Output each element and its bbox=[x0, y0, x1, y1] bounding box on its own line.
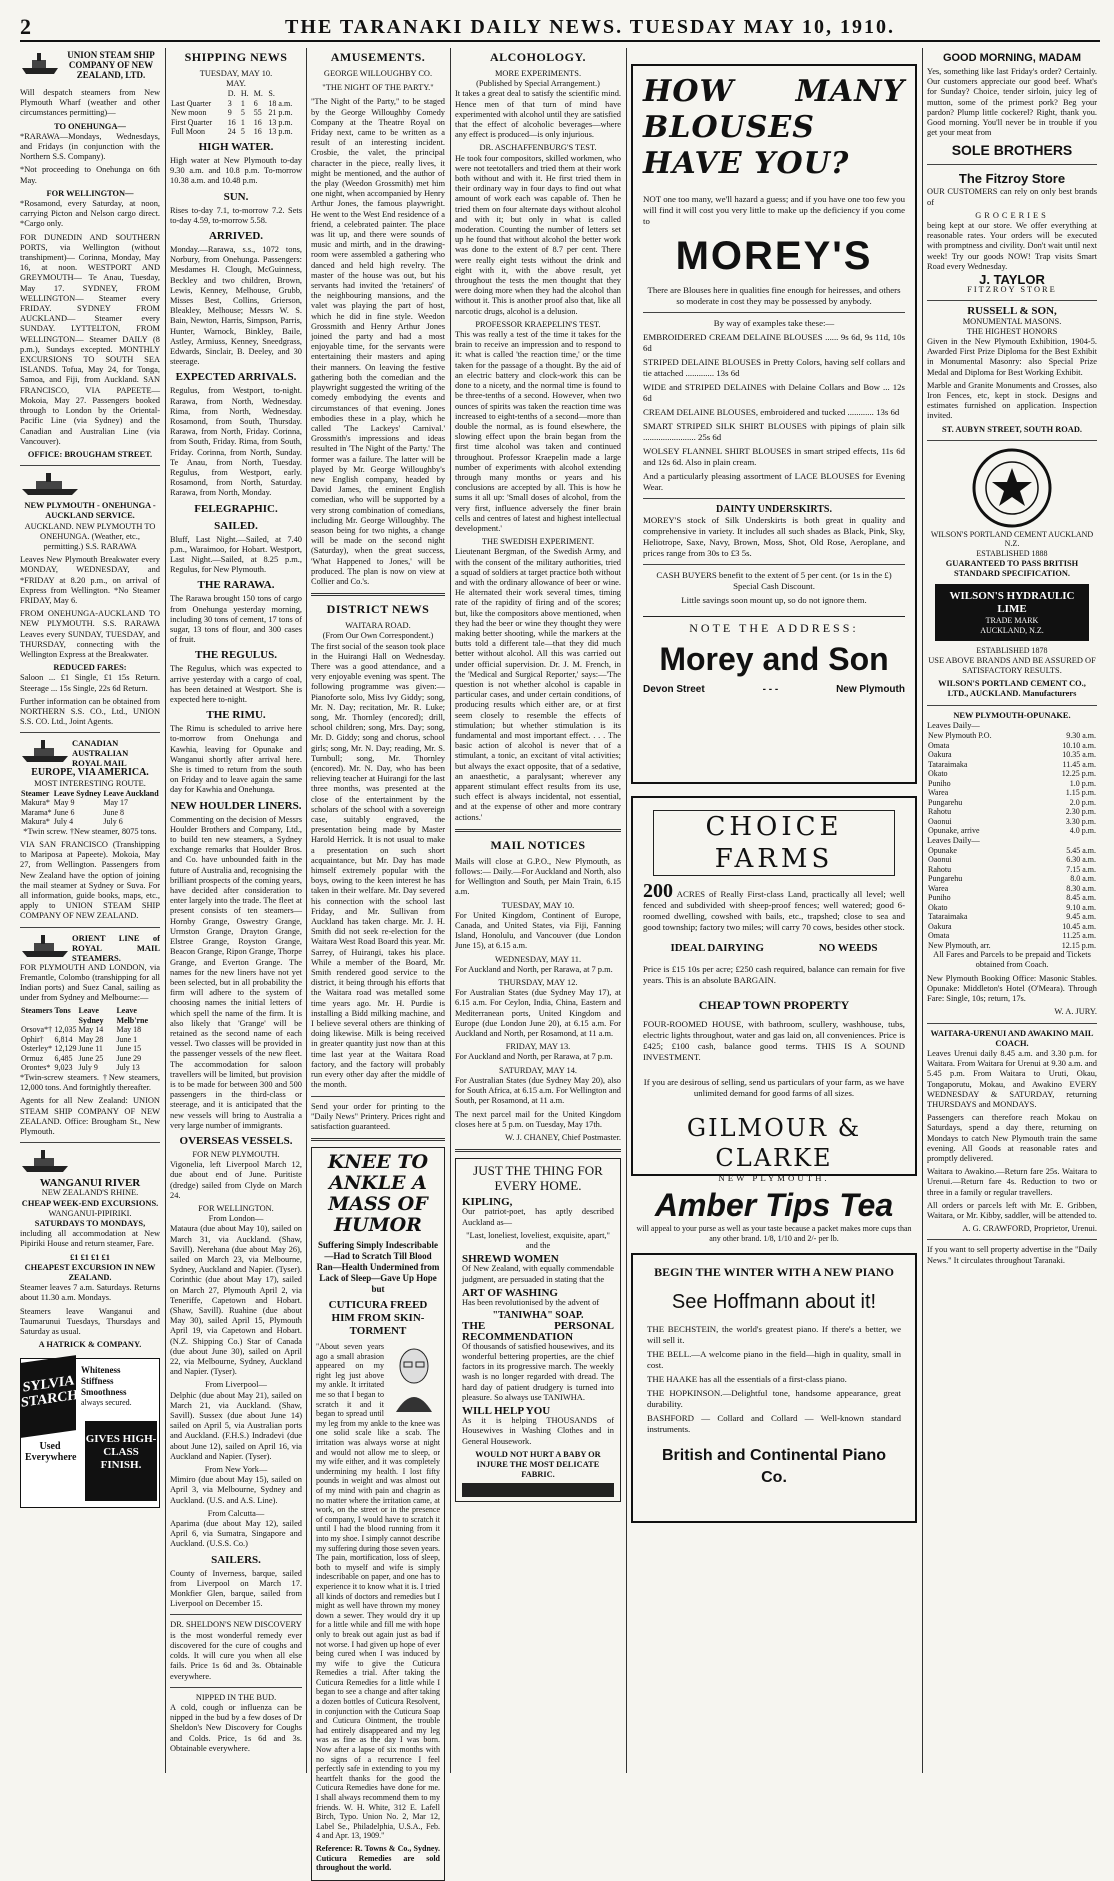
st-aubyn: ST. AUBYN STREET, SOUTH ROAD. bbox=[941, 424, 1082, 434]
table-row: Oaonui 3.30 p.m. bbox=[928, 816, 1096, 826]
leaves-daily: Leaves Daily— bbox=[927, 720, 980, 730]
knee-title: KNEE TO ANKLE A MASS OF HUMOR bbox=[327, 1151, 429, 1237]
shipping-date: TUESDAY, MAY 10. bbox=[199, 69, 273, 78]
masthead bbox=[20, 12, 1100, 42]
sun-text: Rises to-day 7.1, to-morrow 7.2. Sets to-day 4.59, to-morrow 5.58. bbox=[170, 205, 302, 225]
piano-item: THE HAAKE has all the essentials of a first-class piano. bbox=[647, 1374, 847, 1385]
guaranteed-text: GUARANTEED TO PASS BRITISH STANDARD SPECIFICATION. bbox=[945, 558, 1079, 578]
taniwha-title: JUST THE THING FOR EVERY HOME. bbox=[473, 1163, 603, 1194]
taniwha-text: Of thousands of satisfied housewives, and its wonderful bettering properties, are the chief factors in its progressive march. The weekly wash is no longer regarded with dread. The hard day of patient drudgery is turned into pleasure. So always use TANIWHA. bbox=[462, 1341, 614, 1402]
canadian-route: MOST INTERESTING ROUTE. bbox=[34, 778, 146, 788]
union-note: *Not proceeding to Onehunga on 6th May. bbox=[20, 165, 160, 185]
amber-tips-title: Amber Tips Tea bbox=[654, 1187, 894, 1223]
steamship-illustration bbox=[20, 1148, 160, 1176]
kraepelin-heading: PROFESSOR KRAEPELIN'S TEST. bbox=[475, 319, 601, 329]
mail-text: For Australian States (due Sydney May 20), also for South Africa, at 6.15 a.m. For Wellington and South, per Rosamond, at 11 a.m. bbox=[455, 1075, 621, 1106]
fitzroy-text: OUR CUSTOMERS can rely on only best brands of bbox=[927, 187, 1097, 207]
arrived-text: Monday.—Rarawa, s.s., 1072 tons, Norbury, from Onehunga. Passengers: Mesdames H. Clough, McGuinness, Beckley and two children, Brown, Lewis, Kenney, Melhouse, Grubb, Misses Best, Collins, Grierson, Bleakley, Melhouse; Messrs W. S. Bain, Newton, Harris, Simpson, Parris, Hunter, Warnock, Binkley, Baile, Astley, Armiuss, Kenney, Sneedgrass, Edwards, Sinclair, B. Deeley, and 30 steerage. bbox=[170, 244, 302, 367]
highest-honours: THE HIGHEST HONORS bbox=[966, 326, 1058, 336]
taniwha-soap-ad bbox=[455, 1158, 621, 1502]
overseas-heading: OVERSEAS VESSELS. bbox=[179, 1134, 293, 1147]
steamship-illustration bbox=[20, 471, 160, 499]
russell-son: RUSSELL & SON, bbox=[967, 305, 1057, 318]
column-shipping-ads bbox=[20, 48, 160, 1773]
seal-text: WILSON'S PORTLAND CEMENT AUCKLAND N.Z. bbox=[930, 529, 1094, 549]
table-row: Omata 10.10 a.m. bbox=[928, 740, 1096, 750]
canadian-sf: VIA SAN FRANCISCO (Transhipping to Mariposa at Papeete). Mokoia, May 27, from Wellington. Passengers from New Zealand have the option of joining the mail steamer at Sydney or Suva. For all information, guide books, maps, etc., apply to UNION STEAM SHIP COMPANY OF NEW ZEALAND. bbox=[20, 839, 160, 921]
taniwha-quote: "Last, loneliest, loveliest, exquisite, apart," and the bbox=[466, 1230, 610, 1250]
moon-heading: MAY. bbox=[226, 79, 246, 89]
morey-blouses-ad bbox=[631, 64, 917, 784]
page-number: 2 bbox=[20, 14, 31, 39]
mail-text: For United Kingdom, Continent of Europe, Canada, and United States, via Fiji, Fanning Island, Honolulu, and Vancouver (due London June 15), at 6.15 a.m. bbox=[455, 910, 621, 951]
sell-property-notice: If you want to sell property advertise in the "Daily News." It circulates throughout Taranaki. bbox=[927, 1245, 1097, 1265]
fitzroy-store-sig: FITZROY STORE bbox=[967, 285, 1057, 295]
taniwha-text: Has been revolutionised by the advent of bbox=[462, 1297, 600, 1307]
soap-box-illustration bbox=[462, 1483, 614, 1497]
union-rarawa: *RARAWA—Mondays, Wednesdays, and Fridays (in conjunction with the Northern S.S. Company). bbox=[20, 131, 160, 162]
good-morning-heading: GOOD MORNING, MADAM bbox=[942, 52, 1082, 64]
taniwha-personal: THE PERSONAL RECOMMENDATION bbox=[462, 1320, 614, 1343]
newspaper-title: THE TARANAKI DAILY NEWS. TUESDAY MAY 10, 1910. bbox=[285, 16, 895, 38]
taniwha-kipling: KIPLING, bbox=[462, 1196, 513, 1209]
piano-item: THE BECHSTEIN, the world's greatest piano. If there's a better, we will sell it. bbox=[647, 1324, 901, 1346]
mail-text: For Auckland and North, per Rarawa, at 7 p.m. bbox=[455, 964, 613, 974]
waitara-urenui-heading: WAITARA-URENUI AND AWAKINO MAIL COACH. bbox=[930, 1028, 1094, 1048]
desirous-text: If you are desirous of selling, send us particulars of your farm, as we have unlimited demand for good farms of all sizes. bbox=[643, 1077, 905, 1098]
devon-street: Devon Street bbox=[643, 684, 705, 695]
blouse-item: And a particularly pleasing assortment of LACE BLOUSES for Evening Wear. bbox=[643, 471, 905, 492]
regulus-text: The Regulus, which was expected to arrive yesterday with a cargo of coal, has been detained at Westport. She is expected here to-night. bbox=[170, 664, 302, 705]
wanganui-heading: WANGANUI RIVER bbox=[39, 1177, 141, 1190]
printery-notice: Send your order for printing to the "Daily News" Printery. Prices right and satisfaction guaranteed. bbox=[311, 1101, 445, 1131]
column-rule bbox=[306, 48, 307, 1773]
established-1888: ESTABLISHED 1888 bbox=[976, 549, 1048, 559]
table-row: Osterley* 12,129 June 11 June 15 bbox=[21, 1044, 142, 1054]
column-display-ads bbox=[631, 48, 917, 1773]
mail-parcel: The next parcel mail for the United Kingdom closes here at 5 p.m. on Tuesday, May 17th. bbox=[455, 1109, 621, 1129]
dainty-text: MOREY'S stock of Silk Underskirts is both great in quality and comprehensive in variety. It includes all such shades as Black, Pink, Sky, Heliotrope, Saxe, Navy, Brown, Moss, Shot, Old Rose, Aeroplane, and prices range from 30s to £3 5s. bbox=[643, 515, 905, 558]
np-agents: Further information can be obtained from NORTHERN S.S. CO., Ltd., UNION S.S. CO. Ltd., Joint Agents. bbox=[20, 696, 160, 727]
mail-notices-heading: MAIL NOTICES bbox=[490, 837, 586, 852]
column-amusements bbox=[311, 48, 445, 1873]
morey-and-son: Morey and Son bbox=[659, 641, 889, 677]
sylvia-gives: GIVES HIGH-CLASS FINISH. bbox=[85, 1421, 157, 1501]
hydraulic-lime-title: WILSON'S HYDRAULIC LIME bbox=[949, 590, 1075, 616]
np-from-onehunga: FROM ONEHUNGA-AUCKLAND TO NEW PLYMOUTH. S.S. RARAWA Leaves every SUNDAY, TUESDAY, and THURSDAY, connecting with the Wellington Express at the Breakwater. bbox=[20, 609, 160, 659]
reduced-fares-heading: REDUCED FARES: bbox=[53, 663, 127, 673]
cuticura-reference: Reference: R. Towns & Co., Sydney. Cuticura Remedies are sold throughout the world. bbox=[316, 1843, 440, 1873]
mail-day: WEDNESDAY, MAY 11. bbox=[494, 954, 582, 964]
table-row: Rahotu 2.30 p.m. bbox=[928, 807, 1096, 817]
little-savings: Little savings soon mount up, so do not ignore them. bbox=[681, 595, 867, 605]
waitara-road-heading: WAITARA ROAD. bbox=[345, 621, 411, 631]
trade-mark: TRADE MARK bbox=[985, 616, 1039, 626]
table-row: Tataraimaka 11.45 a.m. bbox=[928, 759, 1096, 769]
taniwha-shrewd: SHREWD WOMEN bbox=[462, 1253, 559, 1266]
new-plymouth: New Plymouth bbox=[836, 684, 905, 695]
table-row: Warea 8.30 a.m. bbox=[928, 883, 1096, 893]
cheap-town-text: FOUR-ROOMED HOUSE, with bathroom, scullery, washhouse, tubs, electric lights throughout, water and gas laid on, all conveniences. Price is £425; £100 cash, balance good terms. THIS IS A SOUND INVESTMENT. bbox=[643, 1019, 905, 1062]
column-rule bbox=[165, 48, 166, 1773]
wanganui-pipiriki: WANGANUI-PIPIRIKI. bbox=[48, 1208, 132, 1218]
address-dashes: - - - bbox=[762, 684, 779, 695]
union-company-heading: UNION STEAM SHIP COMPANY OF NEW ZEALAND, LTD. bbox=[67, 50, 155, 80]
knee-subtitle: Suffering Simply Indescribable—Had to Scratch Till Blood Ran—Health Undermined from Lack of Sleep—Gave Up Hope but bbox=[316, 1240, 440, 1295]
waitara-urenui-text: Leaves Urenui daily 8.45 a.m. and 3.30 p.m. for Waitara. From Waitara for Urenui at 9.30 a.m. and 5.45 p.m. From Waitara to Uruti, Okau, Tongaporutu, Mokau, and Awakino EVERY WEDNESDAY & SATURDAY, returning THURSDAYS and MONDAYS. bbox=[927, 1048, 1097, 1109]
blouse-item: WIDE and STRIPED DELAINES with Delaine Collars and Bow ... 12s 6d bbox=[643, 382, 905, 403]
steamship-illustration bbox=[20, 933, 160, 961]
blouse-item: SMART STRIPED SILK SHIRT BLOUSES with pipings of plain silk ........................ 25s 6d bbox=[643, 421, 905, 442]
ideal-dairying: IDEAL DAIRYING bbox=[670, 942, 764, 954]
overseas-liverpool: From Liverpool— bbox=[205, 1380, 267, 1390]
column-local-ads bbox=[927, 48, 1097, 1773]
table-row: Ophir† 6,814 May 28 June 1 bbox=[21, 1034, 138, 1044]
gilmour-town: NEW PLYMOUTH. bbox=[718, 1173, 830, 1183]
overseas-calcutta: From Calcutta— bbox=[207, 1508, 265, 1518]
table-row: Orontes* 9,023 July 9 July 13 bbox=[21, 1063, 140, 1073]
sailed-heading: SAILED. bbox=[214, 519, 258, 532]
column-rule bbox=[626, 48, 627, 1773]
dainty-heading: DAINTY UNDERSKIRTS. bbox=[716, 504, 832, 515]
choice-farms-text: ACRES of Really First-class Land, practically all level; well fenced and subdivided with sheep-proof fences; well watered; good 6-roomed dwelling, cowshed with bails, etc., trapshed; close to sea and good township; factory two miles; will carry 70 cows, besides other stock. bbox=[643, 889, 905, 932]
waitara-urenui-text3: Waitara to Awakino.—Return fare 25s. Waitara to Urenui.—Return fare 4s. Reduction to two or three in a family or regular travellers. bbox=[927, 1167, 1097, 1197]
j-taylor: J. TAYLOR bbox=[979, 272, 1045, 288]
play-title: "THE NIGHT OF THE PARTY." bbox=[322, 83, 434, 93]
postmaster-signature: W. J. CHANEY, Chief Postmaster. bbox=[505, 1132, 621, 1142]
column-alcohology bbox=[455, 48, 621, 1773]
more-experiments: MORE EXPERIMENTS. bbox=[494, 69, 582, 78]
hoffmann-title: See Hoffmann about it! bbox=[671, 1291, 877, 1314]
orient-intro: FOR PLYMOUTH AND LONDON, via Fremantle, Colombo (transhipping for all Indian ports) and Suez Canal, sailing as under from Sydney and Melbourne:— bbox=[20, 962, 160, 1003]
aschaffenburg-text: He took four compositors, skilled workmen, who were not teetotallers and tried them at their work both without and with it. He first tried them in their ordinary way in four days to find out what amount of work each was capable of. Then he tried them on four alternate days without alcohol and with it; but only in what is called moderation. Counting the number of letters set up he found that without alcohol the better work was done to the extent of 8.7 per cent. There were really eight tests without the drink and eight with it, with the above result, yet throughout the tests the men thought that they were doing more when they had the alcohol than without it. This is another proof also that, like all narcotic drugs, alcohol is a delusion. bbox=[455, 153, 621, 316]
aschaffenburg-heading: DR. ASCHAFFENBURG'S TEST. bbox=[479, 143, 597, 153]
high-water-heading: HIGH WATER. bbox=[198, 140, 274, 153]
sylvia-used: Used Everywhere bbox=[25, 1441, 77, 1464]
canadian-sailings-table: Steamer Leave Sydney Leave Auckland Makura* May 9 May 17 Marama* June 6 June 8 Makura* July 4 July 6 bbox=[21, 788, 159, 827]
blouse-item: EMBROIDERED CREAM DELAINE BLOUSES ...... 9s 6d, 9s 11d, 10s 6d bbox=[643, 332, 905, 353]
sylvia-logo: SYLVIA STARCH bbox=[21, 1356, 76, 1439]
waitara-road-text: The first social of the season took place in the Huirangi Hall on Wednesday. There was a good attendance, and a very enjoyable evening was spent. The following programme was given:—Pianoforte solo, Miss Ivy Giddy; song, Mr. N. Day; recitation, Mr. R. Luke; song, Mr. Thornley (encored); drill, school children; song, Mrs. Day; song, Mr. D. Giddy; song and chorus, school girls; song, Mr. N. Day; reading, Mr. S. Turnbull; song, Mr. Thornley (encored). Mr. N. Day, who has been relieving teacher at Huirangi for the last three months, was presented at the close of the entertainment by the scholars of the school with a sovereign case, suitably engraved, the presentation being made by Master Harold Herrick. It is not usual to make a presentation on such short acquaintance, but Mr. Day has made himself extremely popular with the boys, owing to the keen interest he has taken in their welfare. Mr. Day severed his connection with the school last Friday, and Mr. Sullivan from Auckland has taken charge. Mr. J. H. Smith did not seek re-election for the Waitara West Road Board this year. Mr. Sarrey, of Huirangi, takes his place. While a member of the Board, Mr. Smith rendered good service to the district, it being through his efforts that the Waitara road was metalled some time years ago. Mr. H. Purdie is installing a Bidd milking machine, and I believe several others are thinking of doing likewise. Milk is being received in greater quantity just now than at this time last year at the Waitara Road factory, and the factory will probably run every other day after the middle of the month. bbox=[311, 641, 445, 1090]
table-row: Pungarehu 2.0 p.m. bbox=[928, 797, 1096, 807]
kraepelin-text: This was really a test of the time it takes for the brain to receive an impression and to respond to it: what is called 'the reaction time,' or the time taken for the passage of a thought. By the aid of an electric battery and clock-work this can be done to a nicety, and the normal time is found to be three-tenths of a second. However, when two ounces of spirits was taken the reaction time was increased to eight-tenths of a second—more than double the normal, as is found elsewhere, the slowing effect upon the brain began from the first time alcohol was taken and continued throughout. Professor Kraepelin made a large number of experiments with alcohol extending through many months or years and his conclusions are accepted by all. This is how he sums it all up: 'Small doses of alcohol, from the very first, influence adversely the finer brain cells and centres of latest and highest intellectual development.' bbox=[455, 330, 621, 533]
overseas-london: From London— bbox=[208, 1214, 264, 1224]
table-row: Okato 9.10 a.m. bbox=[928, 902, 1096, 912]
overseas-newyork: From New York— bbox=[204, 1465, 268, 1475]
amber-tips-ad bbox=[631, 1186, 917, 1243]
orient-heading: ORIENT LINE of ROYAL MAIL STEAMERS. bbox=[72, 932, 160, 963]
table-row: Rahotu 7.15 a.m. bbox=[928, 864, 1096, 874]
wanganui-fares: £1 £1 £1 £1 bbox=[70, 1252, 110, 1262]
piano-heading: BEGIN THE WINTER WITH A NEW PIANO bbox=[654, 1265, 894, 1280]
houlder-heading: NEW HOULDER LINERS. bbox=[170, 799, 302, 812]
leaves-daily: Leaves Daily— bbox=[927, 835, 980, 845]
union-rosamond: *Rosamond, every Saturday, at noon, carrying Picton and Nelson cargo direct. *Cargo only. bbox=[20, 199, 160, 229]
houlder-text: Commenting on the decision of Messrs Houlder Brothers and Company, Ltd., to build ten new steamers, a Sydney exchange remarks that Houlder Bros. and Co. have unbounded faith in the future of Australia and, recognising the brilliant prospects of the coming years, have decided after consideration to enter largely into the trade. The fleet at present consists of ten steamers—Hornby Grange, Oswestry Grange, Urmston Grange, Drayton Grange, Elstree Grange, Royston Grange, Beacon Grange, Ripon Grange, Thorpe Grange, and Everton Grange. The names for the new liners have not yet been selected, but in all probability the firm will adhere to the system of choosing names the initial letters of which spell the name of the firm. It is also likely that 'Grange' will be retained as the second name of each vessel. Two classes will be provided in the passenger vessels of the new fleet. The accommodation for saloon travellers will be limited, but provision is to be made for between 300 and 500 passengers in the third-class or steerage, and it is anticipated that the new vessels will bring to Australia a very large number of immigrants. bbox=[170, 814, 302, 1130]
np-onehunga-heading: NEW PLYMOUTH - ONEHUNGA - AUCKLAND SERVICE. bbox=[24, 501, 156, 521]
piano-item: THE BELL.—A welcome piano in the field—high in quality, small in cost. bbox=[647, 1349, 901, 1371]
table-row: Oaonui 6.30 a.m. bbox=[928, 855, 1096, 865]
shipping-news-heading: SHIPPING NEWS bbox=[184, 50, 288, 64]
canadian-sub: EUROPE, VIA AMERICA. bbox=[31, 767, 149, 779]
wanganui-saturdays: SATURDAYS TO MONDAYS, bbox=[34, 1218, 146, 1228]
blouses-title: HOW MANY BLOUSES HAVE YOU? bbox=[643, 74, 905, 181]
overseas-wellington: FOR WELLINGTON. bbox=[198, 1203, 274, 1213]
steamship-illustration bbox=[20, 50, 160, 78]
overseas-text: Mataura (due about May 10), sailed on March 31, via Auckland. (Shaw, Savill). Nerehana (due about May 26), sailed on March 23, via Melbourne, Sydney, Auckland and Napier. (Tyser). Corinthic (due about May 17), sailed on March 27, Plymouth April 2, via Teneriffe, Capetown and Hobart. (Shaw, Savill). Ruahine (due about May 30), sailed April 15, Plymouth April 19, via Capetown and Hobart. (N.Z. Shipping Co.) Star of Canada (due about June 30), sailed on April 22, via Melbourne, Sydney, Auckland and Napier. (Tyser). bbox=[170, 1224, 302, 1377]
table-row: Ormuz 6,485 June 25 June 29 bbox=[21, 1053, 142, 1063]
table-row: Full Moon 24 5 16 13 p.m. bbox=[171, 127, 293, 137]
blouses-intro: NOT one too many, we'll hazard a guess; and if you have one too few you will find it will cost you very little to make up the deficiency if you come to bbox=[643, 194, 905, 226]
w-a-jury: W. A. JURY. bbox=[1054, 1007, 1097, 1017]
sylvia-starch-ad: SYLVIA STARCH Whiteness Stiffness Smoothness always secured. Used Everywhere GIVES HIGH-CLASS FINISH. bbox=[20, 1358, 160, 1508]
hydraulic-lime-logo bbox=[935, 584, 1089, 641]
sheldon-heading: DR. SHELDON'S NEW DISCOVERY bbox=[170, 1620, 302, 1630]
table-row: New moon 9 5 55 21 p.m. bbox=[171, 108, 293, 118]
rarawa-text: The Rarawa brought 150 tons of cargo from Onehunga yesterday morning, including 30 tons of cement, 17 tons of sugar, 13 tons of flour, and 300 cases of fruit. bbox=[170, 594, 302, 645]
sailed-text: Bluff, Last Night.—Sailed, at 7.40 p.m., Waraimoo, for Hobart. Westport, Last Night.—Sailed, at 8.25 p.m., Regulus, for New Plymouth. bbox=[170, 534, 302, 575]
choice-acres: 200 bbox=[643, 880, 673, 902]
booking-offices: New Plymouth Booking Office: Masonic Stables. Opunake: Middleton's Hotel (O'Meara). Through Fare: Single, 10s; return, 17s. bbox=[927, 973, 1097, 1004]
mail-text: For Auckland and North, per Rarawa, at 7 p.m. bbox=[455, 1052, 613, 1062]
swedish-heading: THE SWEDISH EXPERIMENT. bbox=[481, 537, 595, 547]
district-news-heading: DISTRICT NEWS bbox=[326, 602, 430, 617]
wilsons-cement-seal bbox=[927, 446, 1097, 530]
sun-heading: SUN. bbox=[223, 190, 249, 203]
alcohology-intro: It takes a great deal to satisfy the scientific mind. Hence men of that turn of mind have experimented with alcohol until they are satisfied that the effect of alcoholic beverages—where any effect is produced—is only injurious. bbox=[455, 89, 621, 140]
cuticura-testimonial: "About seven years ago a small abrasion appeared on my right leg just above my ankle. It irritated me so that I began to scratch it and it began to spread until my leg from my ankle to the knee was one solid scale like a scab. The irritation was always worse at night and would not allow me to sleep, or my wife either, and it was completely undermining my health. I lost fifty pounds in weight and was almost out of my mind with pain and chagrin as no matter where the irritation came, at work, on the street or in the presence of company, I would have to scratch it until I had the blood running from it into my shoe. I simply cannot describe my suffering during those seven years. The pain, mortification, loss of sleep, both to myself and wife is simply indescribable on paper, and one has to experience it to know what it is. I tried all kinds of doctors and remedies but I might as well have thrown my money down a sewer. They would dry it up for a little while and fill me with hope only to break out again just as bad if not worse. I had given up hope of ever being cured when I was induced by my wife to give the Cuticura Remedies a trial. After taking the Cuticura Remedies for a little while I began to see a change and after taking a dozen bottles of Cuticura Resolvent, in conjunction with the Cuticura Soap and Cuticura Ointment, the trouble had entirely disappeared and my leg was as fine as the day I was born. Now after a lapse of six months with no signs of a recurrence I feel perfectly safe in extending to you my heartfelt thanks for the good the Cuticura Remedies have done for me. I shall always recommend them to my friends. W. H. White, 312 E. Lafell Birch, Typo. Union No. 2, Mar 12, Label Se., Philadelphia, U.S.A., Feb. 4 and Apr. 13, 1909." bbox=[316, 1342, 440, 1841]
canadian-note: *Twin screw. †New steamer, 8075 tons. bbox=[23, 826, 157, 836]
table-row: New Plymouth P.O. 9.30 a.m. bbox=[928, 731, 1096, 741]
table-row: Makura* July 4 July 6 bbox=[21, 817, 123, 827]
monumental-masons: MONUMENTAL MASONS. bbox=[962, 316, 1062, 326]
taniwha-soap: "TANIWHA" SOAP. bbox=[492, 1310, 584, 1322]
orient-agents: Agents for all New Zealand: UNION STEAM SHIP COMPANY OF NEW ZEALAND. Office: Brougham St., New Plymouth. bbox=[20, 1096, 160, 1136]
mail-intro: Mails will close at G.P.O., New Plymouth, as follows:— Daily.—For Auckland and North, also for Wellington and South, per Main Train, 6.15 a.m. bbox=[455, 856, 621, 897]
table-row: Pungarehu 8.0 a.m. bbox=[928, 874, 1096, 884]
table-row: Orsova*† 12,035 May 14 May 18 bbox=[21, 1025, 142, 1035]
wanganui-steamer: Steamer leaves 7 a.m. Saturdays. Returns about 11.30 a.m. Mondays. bbox=[20, 1283, 160, 1303]
rimu-text: The Rimu is scheduled to arrive here to-morrow from Onehunga and Kawhia, leaving for Opunake and Wanganui shortly after arrival here. She is timed to return from the south on Friday and to leave again the same day for Kawhia and Onehunga. bbox=[170, 724, 302, 795]
table-row: Last Quarter 3 1 6 18 a.m. bbox=[171, 98, 293, 108]
arrived-heading: ARRIVED. bbox=[208, 229, 264, 242]
table-row: Oakura 10.45 a.m. bbox=[928, 921, 1096, 931]
overseas-text: Vigonelia, left Liverpool March 12, due about end of June. Puritiste (dredge) sailed from Clyde on March 24. bbox=[170, 1160, 302, 1200]
choice-farms-heading: CHOICE FARMS bbox=[653, 810, 895, 876]
table-row: First Quarter 16 1 16 13 p.m. bbox=[171, 117, 293, 127]
nipped-heading: NIPPED IN THE BUD. bbox=[195, 1692, 277, 1702]
cash-buyers: CASH BUYERS benefit to the extent of 5 per cent. (or 1s in the £) Special Cash Discount. bbox=[656, 570, 892, 591]
british-continental: British and Continental Piano Co. bbox=[661, 1447, 886, 1487]
sole-brothers: SOLE BROTHERS bbox=[951, 142, 1073, 159]
table-row: Makura* May 9 May 17 bbox=[21, 798, 129, 808]
amber-tips-text: will appeal to your purse as well as your taste because a packet makes more cups than any other brand. 1/8, 1/10 and 2/- per lb. bbox=[636, 1224, 912, 1243]
examples-heading: By way of examples take these:— bbox=[713, 318, 835, 328]
auckland-nz: AUCKLAND, N.Z. bbox=[980, 625, 1044, 635]
sheldon-text: is the most wonderful remedy ever discovered for the cure of coughs and colds. It will cure you when all else fails. Price 1s 6d and 3s. Obtainable everywhere. bbox=[170, 1630, 302, 1681]
table-row: Puniho 8.45 a.m. bbox=[928, 893, 1096, 903]
blouses-quality: There are Blouses here in qualities fine enough for heiresses, and others so moderate in cost they may be possessed by anybody. bbox=[647, 285, 901, 306]
moreys-name: MOREY'S bbox=[675, 234, 873, 278]
overseas-text: Mimiro (due about May 15), sailed on April 3, via Melbourne, Sydney and Auckland. (U.S. and A.S. Line). bbox=[170, 1475, 302, 1505]
orient-note: *Twin-screw steamers. †New steamers, 12,000 tons. And fortnightly thereafter. bbox=[20, 1072, 160, 1093]
good-morning-text: Yes, something like last Friday's order? Certainly. Our customers appreciate our good beef. What's for Sunday? Choice, tender sirloin, juicy leg of mutton, some of the primest pork? Beg your pardon? Plump little cockerel? Right, thank you. Good morning. You'll never be in trouble if you get your meat from bbox=[927, 67, 1097, 138]
alcohology-heading: ALCOHOLOGY. bbox=[489, 50, 587, 64]
orient-sailings-table: Steamers Tons Leave Sydney Leave Melb'rne Orsova*† 12,035 May 14 May 18 Ophir† 6,814 May 28 June 1 Osterley* 12,129 June 11 June 15 Ormuz 6,485 June 25 June 29 Orontes* 9,023 July 9 July 13 bbox=[20, 1006, 160, 1073]
taniwha-text: Our patriot-poet, has aptly described Auckland as— bbox=[462, 1207, 614, 1227]
telegraphic-heading: FELEGRAPHIC. bbox=[194, 502, 278, 515]
no-weeds: NO WEEDS bbox=[818, 942, 878, 954]
column-rule bbox=[450, 48, 451, 1773]
choice-price: Price is £15 10s per acre; £250 cash required, balance can remain for five years. This is an absolute BARGAIN. bbox=[643, 964, 905, 985]
to-onehunga: TO ONEHUNGA— bbox=[54, 121, 126, 131]
gilmour-clarke: GILMOUR & CLARKE bbox=[686, 1114, 862, 1172]
table-row: Tataraimaka 9.45 a.m. bbox=[928, 912, 1096, 922]
waitara-urenui-text2: Passengers can therefore reach Mokau on Saturdays, spend a day there, returning on Mondays to catch New Plymouth train the same evening. All Goods at reasonable rates and promptly delivered. bbox=[927, 1113, 1097, 1163]
wanganui-cheap: CHEAP WEEK-END EXCURSIONS. bbox=[21, 1198, 159, 1208]
table-row: Omata 11.25 a.m. bbox=[928, 931, 1096, 941]
steamship-illustration bbox=[20, 738, 160, 769]
table-row: Warea 1.15 p.m. bbox=[928, 788, 1096, 798]
table-row: Puniho 1.0 p.m. bbox=[928, 778, 1096, 788]
overseas-np: FOR NEW PLYMOUTH. bbox=[192, 1149, 280, 1159]
taniwha-art: ART OF WASHING bbox=[462, 1286, 558, 1299]
groceries: GROCERIES bbox=[975, 210, 1049, 220]
portrait-illustration bbox=[388, 1344, 440, 1412]
taniwha-text: Of New Zealand, with equally commendable judgment, are persuaded in stating that the bbox=[462, 1264, 614, 1284]
use-above-brands: USE ABOVE BRANDS AND BE ASSURED OF SATISFACTORY RESULTS. bbox=[928, 655, 1096, 676]
marble-text: Marble and Granite Monuments and Crosses, also Iron Fences, etc, kept in stock. Designs and estimates furnished on application. Inspection invited. bbox=[927, 380, 1097, 421]
fitzroy-store-heading: The Fitzroy Store bbox=[958, 171, 1066, 187]
wanganui-agent: A HATRICK & COMPANY. bbox=[38, 1340, 142, 1350]
table-row: Marama* June 6 June 8 bbox=[21, 807, 125, 817]
overseas-text: Aparima (due about May 12), sailed April 6, via Sumatra, Singapore and Auckland. (U.S.S. Co.) bbox=[170, 1519, 302, 1549]
wanganui-including: including all accommodation at New Pipiriki House and return steamer, Fare. bbox=[20, 1229, 160, 1249]
blouse-item: STRIPED DELAINE BLOUSES in Pretty Colors, having self collars and tie attached ............. 13s 6d bbox=[643, 357, 905, 378]
cheap-town-heading: CHEAP TOWN PROPERTY bbox=[698, 998, 850, 1012]
cuticura-ad bbox=[311, 1147, 445, 1881]
regulus-heading: THE REGULUS. bbox=[195, 649, 277, 662]
mail-day: FRIDAY, MAY 13. bbox=[505, 1042, 571, 1052]
note-address: NOTE THE ADDRESS: bbox=[643, 616, 905, 634]
rimu-heading: THE RIMU. bbox=[206, 709, 266, 722]
special-arrangement: (Published by Special Arrangement.) bbox=[476, 79, 600, 89]
coach-timetable-return bbox=[927, 846, 1097, 951]
high-water-text: High water at New Plymouth to-day 9.30 a.m. and 10.8 p.m. To-morrow 10.38 a.m. and 10.48 p.m. bbox=[170, 155, 302, 186]
gilmour-clarke-ad bbox=[631, 796, 917, 1183]
crawford: A. G. CRAWFORD, Proprietor, Urenui. bbox=[962, 1224, 1097, 1234]
coach-timetable-outbound bbox=[927, 731, 1097, 836]
wilsons-company: WILSON'S PORTLAND CEMENT CO., LTD., AUCKLAND. Manufacturers bbox=[938, 679, 1086, 699]
blouse-item: WOLSEY FLANNEL SHIRT BLOUSES in smart striped effects, 11s 6d and 12s 6d. Also in plain cream. bbox=[643, 446, 905, 467]
mail-day: TUESDAY, MAY 10. bbox=[501, 900, 575, 910]
sailers-heading: SAILERS. bbox=[211, 1553, 261, 1566]
fares-note: All Fares and Parcels to be prepaid and Tickets obtained from Coach. bbox=[933, 950, 1091, 970]
taniwha-last: WOULD NOT HURT A BABY OR INJURE THE MOST DELICATE FABRIC. bbox=[475, 1449, 601, 1480]
mail-text: For Australian States (due Sydney May 17), at 6.15 a.m. For Ceylon, India, China, Eastern and Mediterranean ports, United Kingdom and Europe (due London June 20), at 6.15 a.m. For Auckland and North, per Rosamond, at 11 a.m. bbox=[455, 988, 621, 1039]
table-row: Oakura 10.35 a.m. bbox=[928, 750, 1096, 760]
table-row: Opunake, arrive 4.0 p.m. bbox=[928, 826, 1096, 836]
mail-day: THURSDAY, MAY 12. bbox=[498, 978, 578, 988]
np-opunake-heading: NEW PLYMOUTH-OPUNAKE. bbox=[953, 710, 1071, 720]
column-shipping-news bbox=[170, 48, 302, 1773]
established-1878: ESTABLISHED 1878 bbox=[976, 646, 1048, 656]
blouse-item: CREAM DELAINE BLOUSES, embroidered and tucked ............ 13s 6d bbox=[643, 407, 900, 417]
union-intro: Will despatch steamers from New Plymouth Wharf (weather and other circumstances permitting)— bbox=[20, 88, 160, 118]
np-auckland: AUCKLAND. NEW PLYMOUTH TO ONEHUNGA. (Weather, etc., permitting.) S.S. RARAWA bbox=[24, 521, 156, 551]
nipped-text: A cold, cough or influenza can be nipped in the bud by a few doses of Dr Sheldon's New Discovery for Coughs and Colds. Price, 1s 6d and 3s. Obtainable everywhere. bbox=[170, 1702, 302, 1753]
willoughby-company: GEORGE WILLOUGHBY CO. bbox=[323, 69, 433, 78]
moon-table: D. H. M. S. Last Quarter 3 1 6 18 a.m. New moon 9 5 55 21 p.m. First Quarter 16 1 16 13 p.m. Full Moon 24 5 16 13 p.m. bbox=[170, 89, 302, 137]
swedish-text: Lieutenant Bergman, of the Swedish Army, and with the consent of the military authorities, tried a squad of soldiers at target practice both without and with the ordinary allowance of beer or wine. He alternated their work several times, timing rate of the rapidity of firing and of the scores; but, like the compositors above mentioned, when they had the beer or wine they thought they were making better shooting, while the markers at the butts told a different tale—that they did much better without alcohol. All this was carried out under official supervision. Dr. J. M. French, in the 'Medical and Surgical Reporter,' says:—'The question is not whether alcohol is capable in particular cases, and under certain conditions, of producing results which either are, or at first seem closely to resemble the effects of stimulation; but whether stimulation is its fundamental and most important effect. . . . The basic action of alcohol is never that of a stimulant, a tonic, an excitant of vital activities; but always the exact opposite, that of a sedative, an anaesthetic, a paralysant; wherever any apparent stimulant effect results from its use, such effect is always incidental, not essential, and at the expense of other and more contrary actions.' bbox=[455, 547, 621, 822]
table-row: New Plymouth, arr. 12.15 p.m. bbox=[928, 940, 1096, 950]
piano-item: BASHFORD — Collard and Collard — Well-known standard instruments. bbox=[647, 1413, 901, 1435]
table-row: Opunake 5.45 a.m. bbox=[928, 845, 1096, 855]
taniwha-text: As it is helping THOUSANDS of Housewives in Washing Clothes and in General Housework. bbox=[462, 1416, 614, 1446]
expected-text: Regulus, from Westport, to-night. Rarawa, from North, Wednesday. Rima, from North, Wednesday. Rosamond, from South, Thursday. Rarawa, from North, Friday. Corinna, from South, Friday. Rima, from South, Friday. Corinna, from North, Sunday. Te Anau, from North, Tuesday. Regulus, from Westport, early. Rosamond, from North, Saturday. Rarawa, from North, Monday. bbox=[170, 386, 302, 498]
wanganui-sub: NEW ZEALAND'S RHINE. bbox=[41, 1188, 139, 1198]
amusements-text: "The Night of the Party," to be staged by the George Willoughby Comedy Company at the Theatre Royal on Friday next, came to be written as a result of an interesting incident. Crosbie, the valet, the principal character in the piece, really lives, it might be mentioned, and the author of the play (Weedon Grossmith) met him one night, when accompanied by Henry Arthur Jones, the famous playwright. He went to the West End residence of a friend, a celebrated painter. The place was lit up, and there were sounds of music and mirth, and in the drawing-room were assembled a gathering who danced and held high revelry. The master of the house was out, but his servants had invited the 'retainers' of the neighbouring mansions, and the valet was playing the part of host, which he did in fine style. Weedon Grossmith and Henry Arthur Jones joined the party and had a most enjoyable time, for the servants were entertaining their masters and aping their manners. On leaving the festive gathering both the comedian and the playwright suggested the writing of the comedy embodying the events and circumstances of that evening. Jones embodies these in a play, which he called 'The Lackeys' Carnival.' Grossmith's impressions and ideas resulted in 'The Night of the Party.' The former was a failure. The latter will be played by Mr. George Willoughby's new English company, headed by David James, the eminent English comedian, who will be supported by a very strong combination of comedians, including Mr. George Willoughby. The season being for two nights, a change will be made on the second night (Saturday), when the great success, 'What Happened to Jones,' will be produced. The plan is now on view at Collier and Co.'s. bbox=[311, 97, 445, 586]
correspondent: (From Our Own Correspondent.) bbox=[322, 631, 434, 641]
taniwha-will: WILL HELP YOU bbox=[462, 1404, 551, 1417]
fitzroy-text2: being kept at our store. We offer everything at reasonable rates. Your orders will be executed with promptness and civility. Don't wait until next week! Try our goods NOW! Trap visits Smart Road every Wednesday. bbox=[927, 221, 1097, 271]
rarawa-heading: THE RARAWA. bbox=[197, 579, 275, 592]
table-row: Okato 12.25 p.m. bbox=[928, 769, 1096, 779]
mail-day: SATURDAY, MAY 14. bbox=[498, 1065, 578, 1075]
reduced-fares: Saloon ... £1 Single, £1 15s Return. Steerage ... 15s Single, 22s 6d Return. bbox=[20, 673, 160, 693]
wanganui-leave: Steamers leave Wanganui and Taumarunui Tuesdays, Thursdays and Saturday as usual. bbox=[20, 1306, 160, 1336]
honours-text: Given in the New Plymouth Exhibition, 1904-5. Awarded First Prize Diploma for the Best Exhibit in Monumental Masonry: also Special Prize Medal and Diploma for Best Working Exhibit. bbox=[927, 337, 1097, 377]
union-routes: FOR DUNEDIN AND SOUTHERN PORTS, via Wellington (without transhipment)— Corinna, Monday, May 16, at noon. WESTPORT AND GREYMOUTH— Te Anau, Tuesday, May 17. SYDNEY, FROM WELLINGTON— Steamer every FRIDAY. SYDNEY FROM AUCKLAND— Steamer every SUNDAY. LYTTELTON, FROM WELLINGTON— Steamer DAILY (8 p.m.), Sundays excepted. MONTHLY EXCURSIONS TO SOUTH SEA ISLANDS. Tofua, May 24, for Tonga, Samoa, and Fiji, from Auckland. SAN FRANCISCO, VIA PAPEETE— Mokoia, May 27. Passengers booked through to London by the Oriental-Pacific Line (via Sydney) and the Canadian and Australian Line (via Vancouver). bbox=[20, 232, 160, 446]
for-wellington: FOR WELLINGTON— bbox=[46, 188, 134, 198]
np-leaves: Leaves New Plymouth Breakwater every MONDAY, WEDNESDAY, and *FRIDAY at 8.20 p.m., on arrival of Express from Wellington. *No Steamer FRIDAY, May 6. bbox=[20, 555, 160, 605]
amusements-heading: AMUSEMENTS. bbox=[330, 50, 426, 64]
wanganui-cheapest: CHEAPEST EXCURSION IN NEW ZEALAND. bbox=[24, 1262, 156, 1282]
sailers-text: County of Inverness, barque, sailed from Liverpool on March 17. Monkfier Glen, barque, sailed from Liverpool on December 15. bbox=[170, 1568, 302, 1609]
overseas-text: Delphic (due about May 21), sailed on March 21, via Auckland. (Shaw, Savill). Sussex (due about June 14) sailed on April 5, via Australian ports and Auckland. (F.H.S.) Indradevi (due about June 12), sailed on April 16, via Auckland and Napier. (Tyser). bbox=[170, 1390, 302, 1461]
waitara-urenui-text4: All orders or parcels left with Mr. E. Gribben, Waitara, or Mr. Kibby, saddler, will be attended to. bbox=[927, 1200, 1097, 1220]
piano-ad bbox=[631, 1253, 917, 1523]
canadian-heading: CANADIAN AUSTRALIAN ROYAL MAIL bbox=[72, 738, 129, 769]
union-office: OFFICE: BROUGHAM STREET. bbox=[27, 449, 153, 459]
piano-item: THE HOPKINSON.—Delightful tone, handsome appearance, great durability. bbox=[647, 1388, 901, 1410]
expected-heading: EXPECTED ARRIVALS. bbox=[175, 371, 297, 384]
cuticura-heading: CUTICURA FREED HIM FROM SKIN-TORMENT bbox=[328, 1299, 428, 1338]
column-rule bbox=[922, 48, 923, 1773]
